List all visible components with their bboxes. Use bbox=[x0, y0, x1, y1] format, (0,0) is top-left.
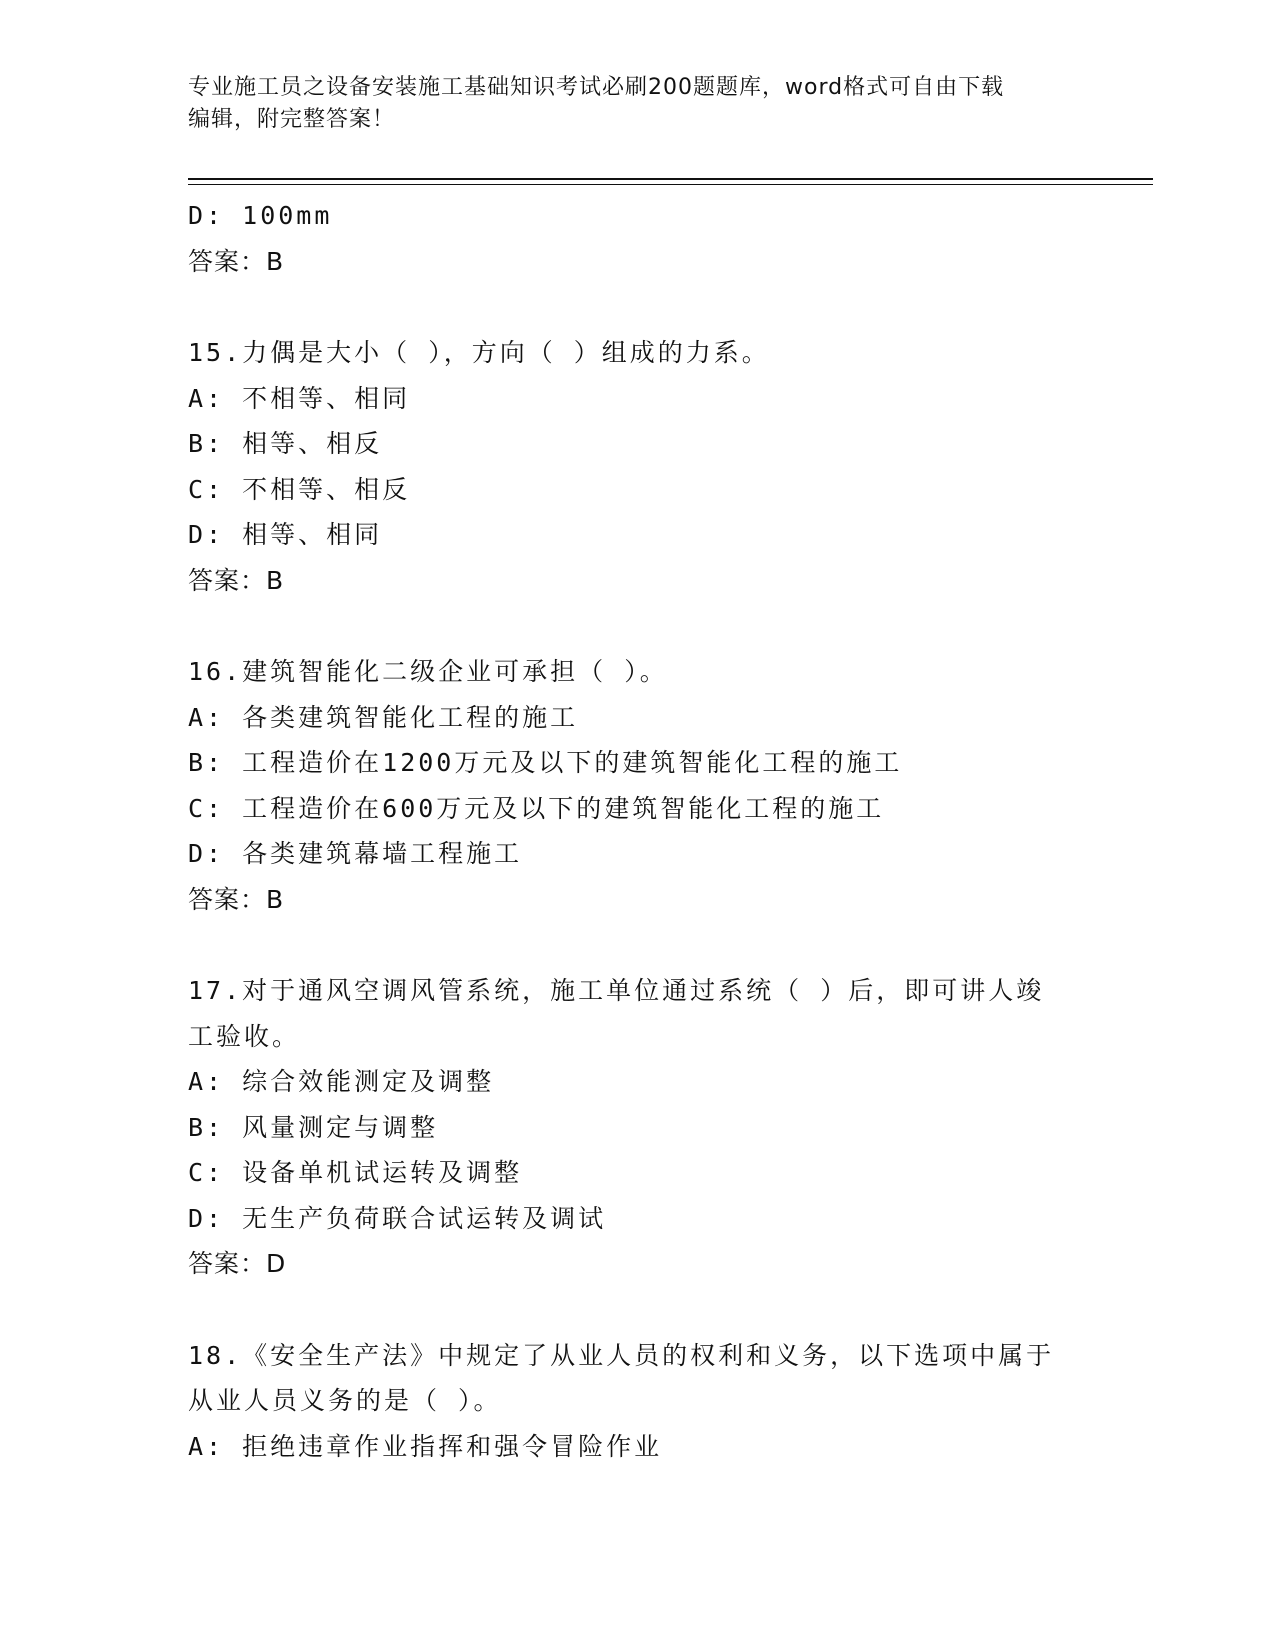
option-d: D: 无生产负荷联合试运转及调试 bbox=[188, 1203, 607, 1233]
question-18 bbox=[188, 1333, 1148, 1470]
option-c: C: 设备单机试运转及调整 bbox=[188, 1158, 523, 1187]
header-rule-thick bbox=[188, 178, 1153, 180]
document-header bbox=[188, 72, 1088, 136]
question-stem-cont: 从业人员义务的是（ ）。 bbox=[188, 1386, 502, 1415]
question-stem: 18.《安全生产法》中规定了从业人员的权利和义务，以下选项中属于 bbox=[188, 1340, 1055, 1370]
header-line-1: 专业施工员之设备安装施工基础知识考试必刷200题题库，word格式可自由下载 bbox=[188, 75, 1005, 100]
option-b: B: 工程造价在1200万元及以下的建筑智能化工程的施工 bbox=[188, 748, 903, 777]
option-d: D: 相等、相同 bbox=[188, 520, 383, 549]
option-c: C: 不相等、相反 bbox=[188, 474, 411, 504]
option-a: A: 拒绝违章作业指挥和强令冒险作业 bbox=[188, 1431, 663, 1461]
option-a: A: 不相等、相同 bbox=[188, 383, 411, 413]
question-17 bbox=[188, 968, 1148, 1287]
option-a: A: 综合效能测定及调整 bbox=[188, 1067, 495, 1096]
answer: 答案：B bbox=[188, 884, 285, 914]
option-d: D: 各类建筑幕墙工程施工 bbox=[188, 839, 523, 868]
header-rule-thin bbox=[188, 184, 1153, 185]
option-a: A: 各类建筑智能化工程的施工 bbox=[188, 702, 579, 732]
option-b: B: 相等、相反 bbox=[188, 429, 383, 458]
answer: 答案：B bbox=[188, 246, 285, 276]
answer: 答案：D bbox=[188, 1249, 287, 1278]
option-d: D: 100mm bbox=[188, 201, 333, 230]
document-body bbox=[188, 193, 1148, 1469]
question-stem-cont: 工验收。 bbox=[188, 1021, 301, 1051]
question-stem: 15.力偶是大小（ ），方向（ ）组成的力系。 bbox=[188, 338, 770, 367]
answer: 答案：B bbox=[188, 565, 285, 595]
question-stem: 16.建筑智能化二级企业可承担（ ）。 bbox=[188, 657, 668, 686]
option-c: C: 工程造价在600万元及以下的建筑智能化工程的施工 bbox=[188, 793, 885, 823]
question-16 bbox=[188, 649, 1148, 922]
header-line-2: 编辑，附完整答案！ bbox=[188, 107, 396, 132]
question-15 bbox=[188, 330, 1148, 603]
question-stem: 17.对于通风空调风管系统，施工单位通过系统（ ）后，即可讲人竣 bbox=[188, 976, 1045, 1005]
option-b: B: 风量测定与调整 bbox=[188, 1112, 439, 1142]
